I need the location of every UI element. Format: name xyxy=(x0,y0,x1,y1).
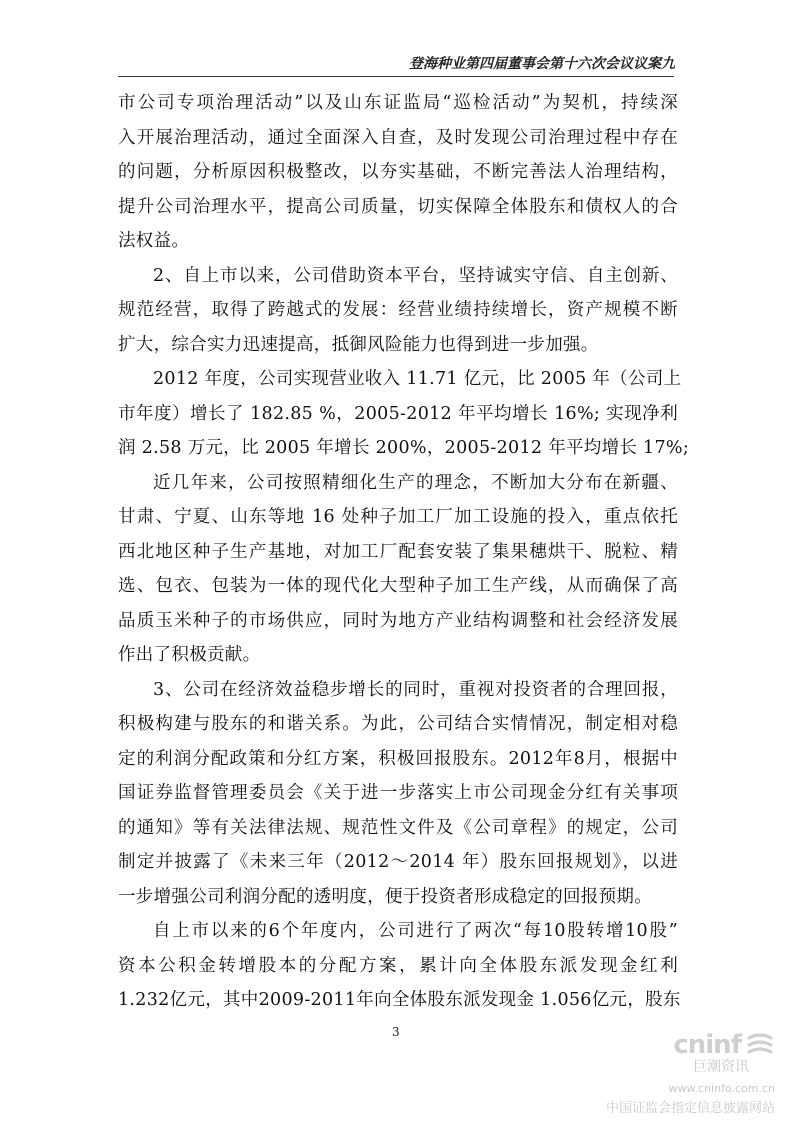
text-line: 定的利润分配政策和分红方案，积极回报股东。2012年8月，根据中 xyxy=(118,748,678,769)
text-line: 法权益。 xyxy=(118,231,190,251)
paragraph xyxy=(118,466,678,673)
text-line: 3、公司在经济效益稳步增长的同时，重视对投资者的合理回报， xyxy=(153,679,678,700)
paragraph xyxy=(118,259,678,363)
header-title: 登海种业第四届董事会第十六次会议议案九 xyxy=(409,56,675,72)
text-line: 润 2.58 万元，比 2005 年增长 200%，2005-2012 年平均增长 17%; xyxy=(118,438,690,458)
watermark-slogan: 中国证监会指定信息披露网站 xyxy=(605,1101,775,1116)
text-line: 积极构建与股东的和谐关系。为此，公司结合实情情况，制定相对稳 xyxy=(118,714,678,734)
text-line: 近几年来，公司按照精细化生产的理念，不断加大分布在新疆、 xyxy=(153,472,678,493)
text-line: 自上市以来的6个年度内，公司进行了两次“每10股转增10股” xyxy=(153,921,678,941)
paragraph xyxy=(118,914,681,1018)
text-line: 1.232亿元，其中2009-2011年向全体股东派发现金 1.056亿元，股东 xyxy=(118,990,681,1010)
paragraph xyxy=(118,673,678,915)
text-line: 作出了积极贡献。 xyxy=(118,645,261,665)
cninfo-watermark xyxy=(606,1030,775,1116)
text-line: 西北地区种子生产基地，对加工厂配套安装了集果穗烘干、脱粒、精 xyxy=(118,541,678,562)
paragraph xyxy=(118,86,678,259)
text-line: 市公司专项治理活动”以及山东证监局“巡检活动”为契机，持续深 xyxy=(118,93,678,113)
watermark-brand-cn: 巨潮资讯 xyxy=(693,1059,749,1075)
cninfo-logo-icon xyxy=(745,1032,775,1058)
page-number: 3 xyxy=(392,1025,400,1039)
paragraph xyxy=(118,362,690,466)
text-line: 2、自上市以来，公司借助资本平台，坚持诚实守信、自主创新、 xyxy=(153,265,678,286)
text-line: 选、包衣、包装为一体的现代化大型种子加工生产线，从而确保了高 xyxy=(118,576,678,596)
text-line: 国证券监督管理委员会《关于进一步落实上市公司现金分红有关事项 xyxy=(118,783,678,803)
text-line: 资本公积金转增股本的分配方案，累计向全体股东派发现金红利 xyxy=(118,955,678,976)
text-line: 的通知》等有关法律法规、规范性文件及《公司章程》的规定，公司 xyxy=(118,817,678,838)
text-line: 的问题，分析原因积极整改，以夯实基础，不断完善法人治理结构， xyxy=(118,162,678,182)
text-line: 扩大，综合实力迅速提高，抵御风险能力也得到进一步加强。 xyxy=(118,334,599,355)
text-line: 制定并披露了《未来三年（2012～2014 年）股东回报规划》，以进 xyxy=(118,852,678,872)
text-line: 规范经营，取得了跨越式的发展：经营业绩持续增长，资产规模不断 xyxy=(118,300,678,320)
text-line: 2012 年度，公司实现营业收入 11.71 亿元，比 2005 年（公司上 xyxy=(153,369,682,389)
header-divider xyxy=(118,76,674,77)
watermark-brand: cninf xyxy=(673,1030,741,1060)
text-line: 市年度）增长了 182.85 %，2005-2012 年平均增长 16%; 实现净利 xyxy=(118,403,678,424)
text-line: 品质玉米种子的市场供应，同时为地方产业结构调整和社会经济发展 xyxy=(118,610,678,631)
text-line: 一步增强公司利润分配的透明度，便于投资者形成稳定的回报预期。 xyxy=(118,886,652,907)
document-body xyxy=(118,86,690,1018)
watermark-url: www.cninfo.com.cn xyxy=(668,1082,775,1095)
text-line: 甘肃、宁夏、山东等地 16 处种子加工厂加工设施的投入，重点依托 xyxy=(118,507,678,527)
text-line: 提升公司治理水平，提高公司质量，切实保障全体股东和债权人的合 xyxy=(118,196,678,217)
text-line: 入开展治理活动，通过全面深入自查，及时发现公司治理过程中存在 xyxy=(118,127,678,148)
